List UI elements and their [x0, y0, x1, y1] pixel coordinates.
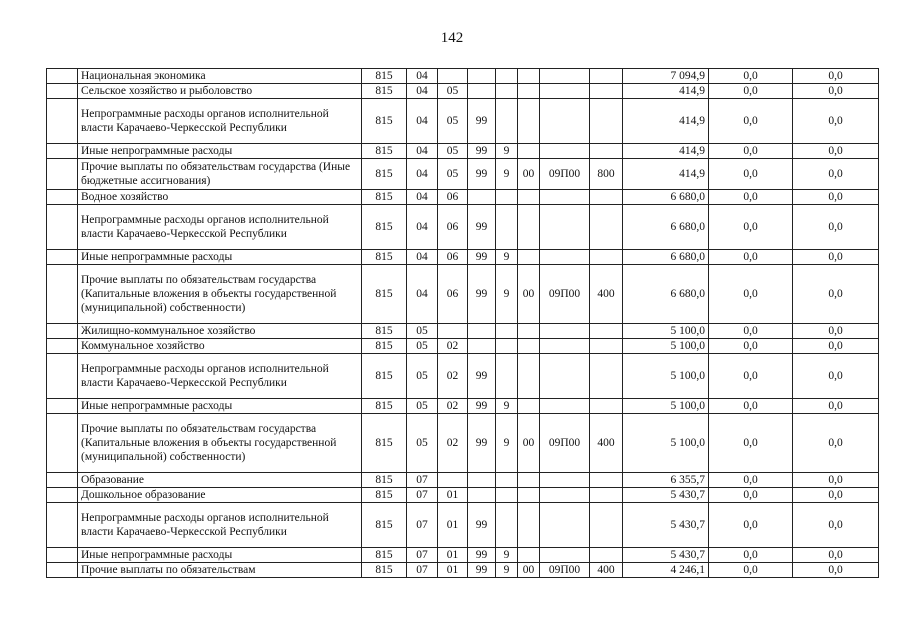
amount-cell: 5 100,0	[623, 324, 709, 339]
code-cell	[496, 354, 518, 399]
code-cell: 04	[407, 159, 438, 190]
row-name: Дошкольное образование	[78, 488, 362, 503]
amount-cell: 5 100,0	[623, 354, 709, 399]
value-cell: 0,0	[709, 69, 793, 84]
table-row	[47, 205, 879, 250]
blank-cell	[47, 414, 78, 473]
value-cell: 0,0	[793, 488, 879, 503]
code-cell: 00	[518, 414, 540, 473]
code-cell	[518, 339, 540, 354]
blank-cell	[47, 324, 78, 339]
row-name: Непрограммные расходы органов исполнительной власти Карачаево-Черкесской Республики	[78, 354, 362, 399]
code-cell	[496, 69, 518, 84]
blank-cell	[47, 503, 78, 548]
code-cell: 9	[496, 265, 518, 324]
value-cell: 0,0	[793, 250, 879, 265]
value-cell: 0,0	[793, 99, 879, 144]
amount-cell: 414,9	[623, 84, 709, 99]
row-name: Жилищно-коммунальное хозяйство	[78, 324, 362, 339]
row-name: Коммунальное хозяйство	[78, 339, 362, 354]
value-cell: 0,0	[793, 399, 879, 414]
code-cell	[438, 473, 468, 488]
code-cell: 815	[362, 354, 407, 399]
code-cell	[438, 324, 468, 339]
code-cell: 05	[407, 399, 438, 414]
code-cell: 99	[468, 250, 496, 265]
code-cell: 04	[407, 84, 438, 99]
code-cell: 815	[362, 205, 407, 250]
value-cell: 0,0	[709, 488, 793, 503]
code-cell	[438, 69, 468, 84]
code-cell	[468, 190, 496, 205]
blank-cell	[47, 69, 78, 84]
code-cell	[518, 144, 540, 159]
value-cell: 0,0	[793, 324, 879, 339]
code-cell: 815	[362, 250, 407, 265]
code-cell	[590, 205, 623, 250]
blank-cell	[47, 399, 78, 414]
table-row	[47, 503, 879, 548]
value-cell: 0,0	[709, 399, 793, 414]
blank-cell	[47, 473, 78, 488]
table-row	[47, 84, 879, 99]
code-cell: 04	[407, 265, 438, 324]
code-cell: 07	[407, 488, 438, 503]
value-cell: 0,0	[709, 339, 793, 354]
code-cell	[540, 324, 590, 339]
code-cell	[518, 473, 540, 488]
code-cell: 06	[438, 265, 468, 324]
code-cell	[590, 488, 623, 503]
budget-table	[46, 68, 879, 578]
value-cell: 0,0	[793, 548, 879, 563]
amount-cell: 6 680,0	[623, 190, 709, 205]
code-cell: 09П00	[540, 414, 590, 473]
value-cell: 0,0	[709, 548, 793, 563]
code-cell: 99	[468, 99, 496, 144]
code-cell: 99	[468, 205, 496, 250]
code-cell: 99	[468, 159, 496, 190]
row-name: Непрограммные расходы органов исполнительной власти Карачаево-Черкесской Республики	[78, 205, 362, 250]
code-cell: 99	[468, 399, 496, 414]
code-cell: 04	[407, 190, 438, 205]
table-row	[47, 563, 879, 578]
code-cell	[496, 84, 518, 99]
table-row	[47, 265, 879, 324]
row-name: Непрограммные расходы органов исполнительной власти Карачаево-Черкесской Республики	[78, 99, 362, 144]
value-cell: 0,0	[793, 339, 879, 354]
value-cell: 0,0	[793, 563, 879, 578]
table-row	[47, 190, 879, 205]
amount-cell: 6 355,7	[623, 473, 709, 488]
code-cell	[518, 324, 540, 339]
code-cell: 815	[362, 414, 407, 473]
code-cell	[468, 84, 496, 99]
code-cell	[540, 488, 590, 503]
code-cell	[468, 69, 496, 84]
value-cell: 0,0	[709, 205, 793, 250]
value-cell: 0,0	[793, 69, 879, 84]
code-cell: 99	[468, 414, 496, 473]
row-name: Прочие выплаты по обязательствам	[78, 563, 362, 578]
code-cell: 99	[468, 548, 496, 563]
blank-cell	[47, 205, 78, 250]
code-cell	[518, 488, 540, 503]
row-name: Сельское хозяйство и рыболовство	[78, 84, 362, 99]
code-cell	[496, 190, 518, 205]
code-cell: 815	[362, 159, 407, 190]
row-name: Иные непрограммные расходы	[78, 399, 362, 414]
code-cell: 01	[438, 503, 468, 548]
value-cell: 0,0	[793, 503, 879, 548]
amount-cell: 6 680,0	[623, 265, 709, 324]
code-cell: 05	[438, 144, 468, 159]
table-row	[47, 354, 879, 399]
amount-cell: 4 246,1	[623, 563, 709, 578]
row-name: Прочие выплаты по обязательствам государства (Капитальные вложения в объекты государственной (муниципальной) собственности)	[78, 265, 362, 324]
code-cell	[590, 250, 623, 265]
value-cell: 0,0	[793, 190, 879, 205]
code-cell	[496, 488, 518, 503]
value-cell: 0,0	[793, 84, 879, 99]
code-cell	[540, 190, 590, 205]
code-cell	[496, 473, 518, 488]
amount-cell: 5 430,7	[623, 503, 709, 548]
code-cell	[590, 144, 623, 159]
table-row	[47, 69, 879, 84]
code-cell: 815	[362, 324, 407, 339]
code-cell: 04	[407, 69, 438, 84]
code-cell	[468, 339, 496, 354]
code-cell	[590, 473, 623, 488]
code-cell: 9	[496, 144, 518, 159]
page-number: 142	[440, 30, 464, 46]
row-name: Прочие выплаты по обязательствам государства (Капитальные вложения в объекты государственной (муниципальной) собственности)	[78, 414, 362, 473]
code-cell: 05	[438, 159, 468, 190]
value-cell: 0,0	[709, 414, 793, 473]
blank-cell	[47, 548, 78, 563]
code-cell: 05	[407, 339, 438, 354]
code-cell: 99	[468, 265, 496, 324]
code-cell	[468, 488, 496, 503]
code-cell	[496, 324, 518, 339]
value-cell: 0,0	[709, 473, 793, 488]
value-cell: 0,0	[709, 324, 793, 339]
code-cell: 02	[438, 354, 468, 399]
code-cell: 815	[362, 265, 407, 324]
code-cell	[590, 399, 623, 414]
code-cell: 09П00	[540, 563, 590, 578]
code-cell	[518, 205, 540, 250]
code-cell	[590, 354, 623, 399]
row-name: Иные непрограммные расходы	[78, 250, 362, 265]
value-cell: 0,0	[793, 354, 879, 399]
value-cell: 0,0	[793, 414, 879, 473]
code-cell	[590, 69, 623, 84]
code-cell: 815	[362, 473, 407, 488]
code-cell: 07	[407, 563, 438, 578]
row-name: Водное хозяйство	[78, 190, 362, 205]
code-cell	[496, 99, 518, 144]
code-cell: 9	[496, 548, 518, 563]
value-cell: 0,0	[709, 84, 793, 99]
code-cell: 00	[518, 265, 540, 324]
amount-cell: 7 094,9	[623, 69, 709, 84]
amount-cell: 5 100,0	[623, 414, 709, 473]
table-row	[47, 548, 879, 563]
code-cell: 06	[438, 250, 468, 265]
code-cell: 02	[438, 399, 468, 414]
code-cell: 06	[438, 205, 468, 250]
code-cell: 99	[468, 144, 496, 159]
amount-cell: 414,9	[623, 159, 709, 190]
code-cell: 99	[468, 354, 496, 399]
code-cell	[590, 190, 623, 205]
table-row	[47, 473, 879, 488]
code-cell: 07	[407, 503, 438, 548]
blank-cell	[47, 144, 78, 159]
amount-cell: 5 100,0	[623, 399, 709, 414]
code-cell: 05	[438, 84, 468, 99]
blank-cell	[47, 354, 78, 399]
code-cell	[540, 354, 590, 399]
code-cell: 00	[518, 563, 540, 578]
code-cell	[518, 250, 540, 265]
code-cell: 400	[590, 265, 623, 324]
value-cell: 0,0	[793, 265, 879, 324]
table-row	[47, 339, 879, 354]
code-cell	[468, 473, 496, 488]
value-cell: 0,0	[709, 265, 793, 324]
row-name: Иные непрограммные расходы	[78, 144, 362, 159]
code-cell	[540, 250, 590, 265]
code-cell: 01	[438, 563, 468, 578]
code-cell	[496, 339, 518, 354]
code-cell: 04	[407, 144, 438, 159]
blank-cell	[47, 250, 78, 265]
code-cell: 815	[362, 84, 407, 99]
code-cell	[518, 503, 540, 548]
code-cell: 9	[496, 399, 518, 414]
row-name: Образование	[78, 473, 362, 488]
amount-cell: 5 100,0	[623, 339, 709, 354]
table-row	[47, 99, 879, 144]
value-cell: 0,0	[709, 144, 793, 159]
code-cell	[590, 339, 623, 354]
code-cell	[590, 84, 623, 99]
code-cell: 05	[407, 324, 438, 339]
code-cell: 04	[407, 250, 438, 265]
code-cell: 05	[438, 99, 468, 144]
table-row	[47, 414, 879, 473]
code-cell	[496, 503, 518, 548]
code-cell: 815	[362, 563, 407, 578]
amount-cell: 5 430,7	[623, 488, 709, 503]
blank-cell	[47, 159, 78, 190]
code-cell: 09П00	[540, 265, 590, 324]
code-cell: 04	[407, 99, 438, 144]
row-name: Непрограммные расходы органов исполнительной власти Карачаево-Черкесской Республики	[78, 503, 362, 548]
row-name: Прочие выплаты по обязательствам государства (Иные бюджетные ассигнования)	[78, 159, 362, 190]
code-cell: 99	[468, 503, 496, 548]
code-cell	[540, 99, 590, 144]
code-cell: 815	[362, 399, 407, 414]
code-cell	[518, 354, 540, 399]
amount-cell: 6 680,0	[623, 250, 709, 265]
code-cell: 09П00	[540, 159, 590, 190]
code-cell	[590, 548, 623, 563]
table-row	[47, 399, 879, 414]
blank-cell	[47, 190, 78, 205]
code-cell	[540, 503, 590, 548]
code-cell: 815	[362, 503, 407, 548]
code-cell	[518, 399, 540, 414]
value-cell: 0,0	[793, 473, 879, 488]
amount-cell: 414,9	[623, 144, 709, 159]
blank-cell	[47, 265, 78, 324]
table-row	[47, 324, 879, 339]
code-cell: 815	[362, 488, 407, 503]
code-cell: 02	[438, 339, 468, 354]
code-cell: 815	[362, 548, 407, 563]
code-cell: 9	[496, 414, 518, 473]
value-cell: 0,0	[793, 205, 879, 250]
code-cell	[468, 324, 496, 339]
code-cell: 07	[407, 473, 438, 488]
value-cell: 0,0	[709, 503, 793, 548]
code-cell	[540, 399, 590, 414]
blank-cell	[47, 563, 78, 578]
code-cell: 9	[496, 159, 518, 190]
code-cell	[540, 144, 590, 159]
code-cell: 00	[518, 159, 540, 190]
value-cell: 0,0	[709, 563, 793, 578]
code-cell: 04	[407, 205, 438, 250]
code-cell: 400	[590, 563, 623, 578]
table-row	[47, 159, 879, 190]
blank-cell	[47, 84, 78, 99]
code-cell	[540, 69, 590, 84]
code-cell: 9	[496, 563, 518, 578]
code-cell: 9	[496, 250, 518, 265]
table-row	[47, 144, 879, 159]
code-cell: 01	[438, 488, 468, 503]
amount-cell: 414,9	[623, 99, 709, 144]
code-cell: 815	[362, 190, 407, 205]
code-cell	[518, 548, 540, 563]
code-cell: 815	[362, 339, 407, 354]
code-cell	[496, 205, 518, 250]
code-cell	[590, 99, 623, 144]
table-row	[47, 488, 879, 503]
value-cell: 0,0	[709, 354, 793, 399]
code-cell: 07	[407, 548, 438, 563]
code-cell	[518, 99, 540, 144]
code-cell	[590, 324, 623, 339]
amount-cell: 5 430,7	[623, 548, 709, 563]
code-cell: 02	[438, 414, 468, 473]
code-cell: 800	[590, 159, 623, 190]
code-cell: 01	[438, 548, 468, 563]
code-cell	[590, 503, 623, 548]
value-cell: 0,0	[709, 99, 793, 144]
code-cell: 400	[590, 414, 623, 473]
blank-cell	[47, 339, 78, 354]
code-cell	[540, 339, 590, 354]
blank-cell	[47, 99, 78, 144]
code-cell: 815	[362, 69, 407, 84]
code-cell: 815	[362, 144, 407, 159]
code-cell: 06	[438, 190, 468, 205]
value-cell: 0,0	[709, 159, 793, 190]
code-cell: 815	[362, 99, 407, 144]
code-cell	[540, 205, 590, 250]
code-cell	[540, 473, 590, 488]
code-cell: 99	[468, 563, 496, 578]
code-cell	[540, 548, 590, 563]
amount-cell: 6 680,0	[623, 205, 709, 250]
table-row	[47, 250, 879, 265]
value-cell: 0,0	[793, 144, 879, 159]
value-cell: 0,0	[793, 159, 879, 190]
blank-cell	[47, 488, 78, 503]
code-cell: 05	[407, 354, 438, 399]
code-cell: 05	[407, 414, 438, 473]
row-name: Национальная экономика	[78, 69, 362, 84]
value-cell: 0,0	[709, 250, 793, 265]
code-cell	[518, 190, 540, 205]
code-cell	[540, 84, 590, 99]
value-cell: 0,0	[709, 190, 793, 205]
code-cell	[518, 69, 540, 84]
code-cell	[518, 84, 540, 99]
row-name: Иные непрограммные расходы	[78, 548, 362, 563]
